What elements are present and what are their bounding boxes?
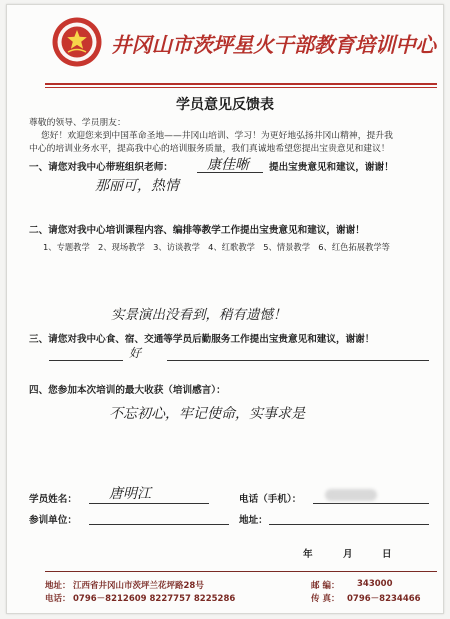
unit-label: 参训单位：	[29, 515, 77, 526]
header-rule	[45, 83, 437, 85]
question-3-answer-handwritten[interactable]: 好	[129, 346, 142, 360]
address-label: 地址：	[239, 515, 268, 526]
student-name-handwritten[interactable]: 唐明江	[109, 486, 151, 502]
footer-address-label: 地址：	[45, 581, 71, 591]
phone-label: 电话（手机）：	[239, 494, 302, 505]
answer-line	[49, 360, 123, 361]
greeting: 尊敬的领导、学员朋友：	[29, 118, 126, 128]
intro-line-1: 您好！欢迎您来到中国革命圣地——井冈山培训、学习！为更好地弘扬井冈山精神，提升我	[41, 131, 393, 141]
header-rule-thin	[45, 87, 437, 88]
date-day-label: 日	[382, 549, 392, 560]
question-4: 四、您参加本次培训的最大收获（培训感言）：	[29, 385, 226, 396]
footer-postcode-label: 邮 编：	[311, 581, 340, 591]
question-3: 三、请您对我中心食、宿、交通等学员后勤服务工作提出宝贵意见和建议，谢谢！	[29, 334, 375, 345]
question-4-answer-handwritten[interactable]: 不忘初心，牢记使命，实事求是	[109, 406, 305, 422]
unit-line	[89, 524, 229, 525]
footer-fax-label: 传 真：	[311, 594, 340, 604]
date-month-label: 月	[343, 549, 353, 560]
organization-name: 井冈山市茨坪星火干部教育培训中心	[111, 33, 436, 57]
footer-address: 江西省井冈山市茨坪兰花坪路28号	[73, 581, 204, 591]
training-center-seal-logo	[51, 16, 103, 68]
footer-phone-label: 电话：	[45, 594, 71, 604]
form-title: 学员意见反馈表	[176, 97, 274, 113]
feedback-form-sheet	[6, 4, 444, 614]
question-1-answer-handwritten[interactable]: 那丽可，热情	[95, 178, 179, 194]
intro-line-2: 中心的培训业务水平，提高我中心的培训服务质量，我们真诚地希望您提出宝贵意见和建议！	[29, 144, 390, 154]
question-2: 二、请您对我中心培训课程内容、编排等教学工作提出宝贵意见和建议，谢谢！	[29, 225, 365, 236]
answer-line-continued	[167, 360, 429, 361]
address-line	[269, 524, 429, 525]
footer-postcode: 343000	[357, 579, 393, 589]
question-2-answer-handwritten[interactable]: 实景演出没看到，稍有遗憾！	[111, 307, 287, 323]
redacted-phone-number	[325, 489, 377, 501]
question-1-prefix: 一、请您对我中心带班组织老师：	[29, 162, 173, 173]
footer-phone: 0796－8212609 8227757 8225286	[73, 594, 236, 604]
footer-rule	[45, 571, 437, 572]
teaching-type-options: 1、专题教学 2、现场教学 3、访谈教学 4、红歌教学 5、情景教学 6、红色拓展教学等	[43, 242, 390, 252]
phone-line	[313, 503, 429, 504]
teacher-name-handwritten[interactable]: 康佳晰	[207, 157, 249, 173]
student-name-label: 学员姓名：	[29, 494, 77, 505]
date-year-label: 年	[303, 549, 313, 560]
footer-fax: 0796－8234466	[347, 594, 421, 604]
student-name-line	[89, 503, 209, 504]
question-1-suffix: 提出宝贵意见和建议，谢谢！	[269, 162, 394, 173]
